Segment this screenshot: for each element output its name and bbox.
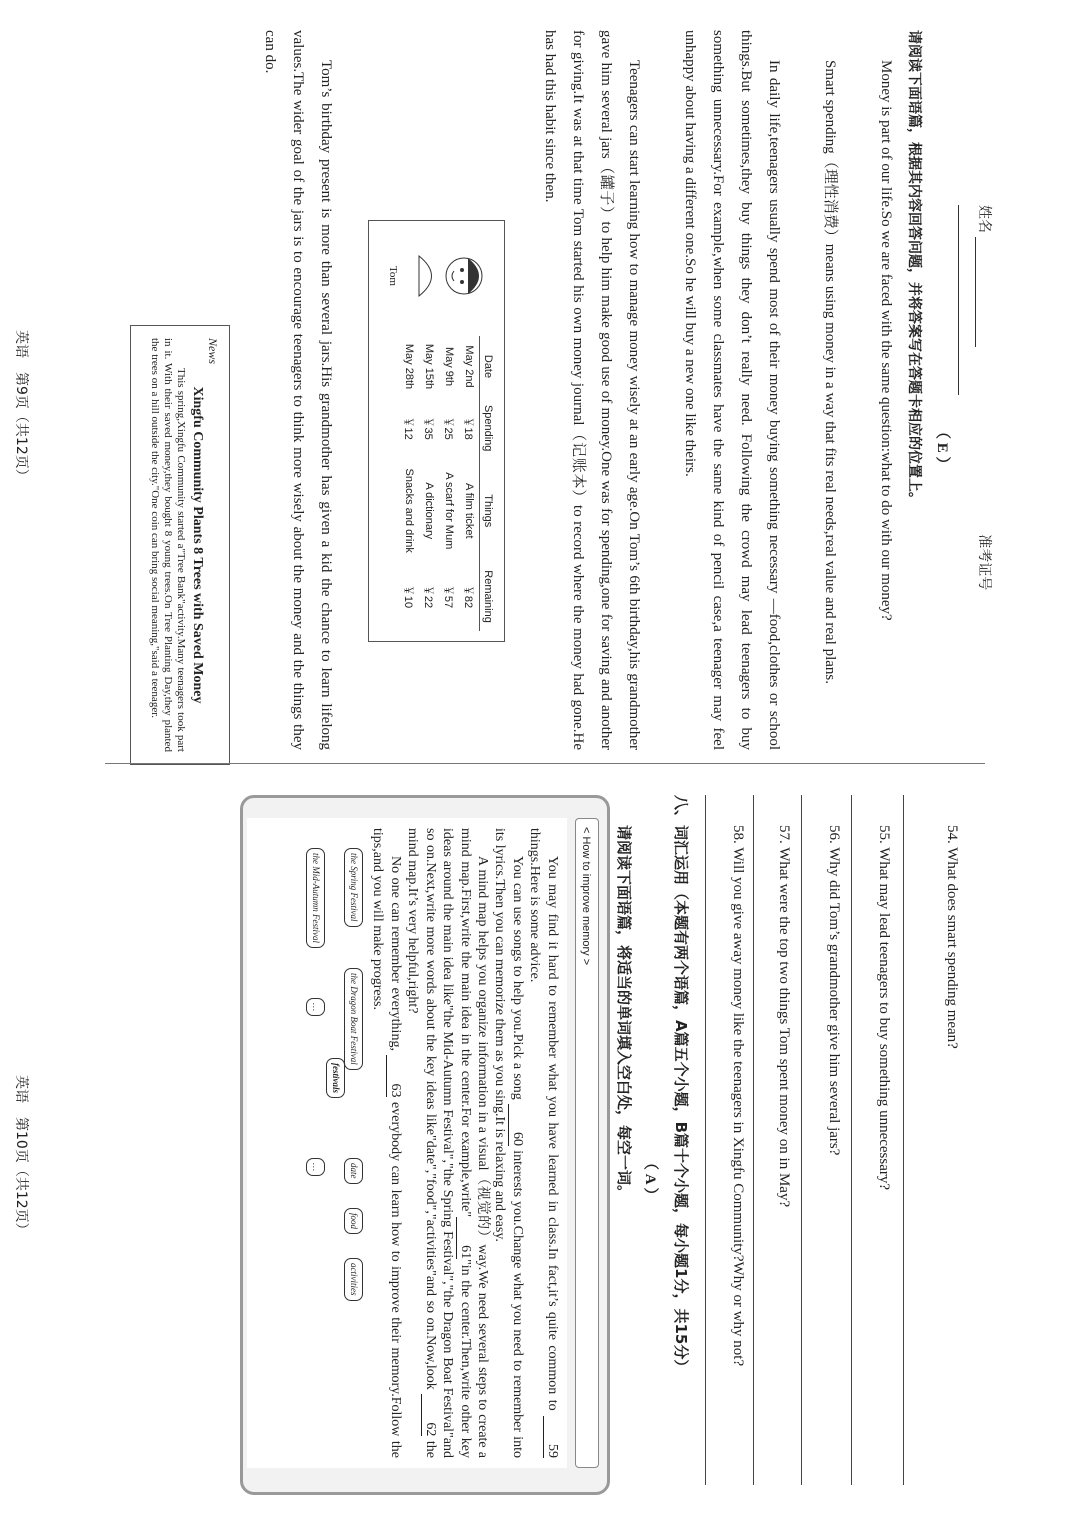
cell: ￥22 [422, 584, 434, 609]
cell: May 15th [423, 343, 435, 390]
text: "in the center.Then,write other key ideas around the main idea like"the Mid-Autumn Festival","the Spring Festival","the Dragon Boat Festival"and so on.Next,write more words about the key ideas like"date","food","activities"and so on.Now,look [423, 828, 473, 1458]
mind-map-node: date [344, 1158, 363, 1184]
cell: May 9th [443, 346, 455, 387]
paragraph-1: Money is part of our life.So we are faced with the same question:what to do with our money? [878, 60, 894, 621]
text: the mind map.It’s very helpful,right? [405, 828, 438, 1459]
table-row [439, 336, 459, 631]
blank-61[interactable]: 61 [456, 1217, 474, 1259]
header-date: Date [480, 336, 497, 397]
question-number: 54. [944, 825, 960, 844]
paragraph-4: Teenagers can start learning how to manage money wisely at an early age.On Tom’s 6th birthday,his grandmother gave him several jars（罐子）to help him make good use of money.One was for spending,one for saving and another for giving.It was at that time Tom started his own money journal（记账本）to record where the money had gone.He has had this habit since then. [542, 30, 642, 750]
article-para-4 [369, 828, 404, 1458]
cell: May 2nd [463, 345, 475, 388]
cell: ￥82 [462, 584, 474, 609]
paragraph-2: Smart spending（理性消费）means using money in a way that fits real needs,real value and real plans. [822, 60, 838, 685]
blank-63[interactable]: 63 [386, 1055, 404, 1097]
header-remaining: Remaining [480, 562, 497, 631]
answer-line[interactable] [851, 795, 852, 1485]
article-screen [247, 818, 567, 1468]
question-text: Will you give away money like the teenagers in Xingfu Community?Why or why not? [730, 847, 746, 1367]
question-58 [729, 825, 746, 1515]
answer-line[interactable] [801, 795, 802, 1485]
header-fields [958, 205, 995, 765]
cell: ￥25 [442, 416, 454, 440]
cell: ￥10 [402, 584, 414, 609]
text: interests you.Change what you need to remember into its lyrics.Then you can memorize them as you sing.It is relaxing and easy. [492, 828, 525, 1459]
question-number: 56. [826, 825, 842, 844]
blank-62[interactable]: 62 [421, 1394, 439, 1436]
section-e-title: （ E ） [934, 424, 950, 472]
question-text: What may lead teenagers to buy something unnecessary? [876, 847, 892, 1191]
text: everybody can learn how to improve their memory.Follow the tips,and you will make progress. [370, 828, 403, 1459]
cell: Snacks and drink [403, 468, 415, 553]
journal-table [399, 336, 496, 631]
mind-map-node: the Mid-Autumn Festival [306, 848, 325, 948]
mind-map-node: the Spring Festival [344, 848, 363, 927]
paragraph-5: Tom’s birthday present is more than several jars.His grandmother has given a kid the chance to learn lifelong values.The wider goal of the jars is to encourage teenagers to think more wisely about the money and the things they can do. [262, 30, 334, 750]
part-8-title: 八、词汇运用（本题有两个语篇，A篇五个小题，B篇十个小题，每小题1分，共15分） [672, 795, 690, 1375]
news-body: This spring,Xingfu Community started a"Tree Bank"activity.Many teenagers took part in it. With their saved money,they bought 8 young trees.On Tree Planting Day,they planted the trees on a hill outside the city."One coin can bring social meaning,"said a teenager. [149, 338, 187, 752]
mind-map-node: the Dragon Boat Festival [344, 968, 363, 1070]
table-row [419, 336, 439, 631]
answer-line[interactable] [753, 795, 754, 1485]
answer-line[interactable] [705, 795, 706, 1485]
table-header-row [480, 336, 497, 631]
cell: A dictionary [423, 482, 435, 540]
question-57 [775, 825, 792, 1207]
news-label: News [206, 338, 220, 365]
text: A mind map helps you organize information in a visual（视觉的）way.We need several steps to create a mind map.First,write the main idea in the center.For example,write" [458, 828, 490, 1458]
money-journal [368, 220, 505, 642]
cell: ￥57 [442, 584, 454, 609]
exam-number-line [958, 205, 959, 395]
question-56 [825, 825, 842, 1155]
answer-line[interactable] [903, 795, 904, 1485]
cell: ￥35 [422, 416, 434, 440]
name-label: 姓名 [976, 205, 992, 233]
part-a-instruction: 请阅读下面语篇，将适当的单词填入空白处，每空一词。 [615, 825, 633, 1201]
cell: ￥12 [402, 416, 414, 440]
name-line [975, 237, 976, 347]
question-text: What were the top two things Tom spent money on in May? [776, 847, 792, 1208]
news-box [130, 325, 230, 765]
page-divider [105, 763, 985, 764]
text: No one can remember everything, [388, 856, 403, 1051]
tom-illustration [387, 231, 494, 321]
paragraph-3: In daily life,teenagers usually spend most of their money buying something necessary —food,clothes or school things.But sometimes,they buy things they don’t really need. Following the crowd may lead teenagers to buy something unnecessary.For example,when some classmates have the same kind of pencil case,a teenager may feel unhappy about having a different one.So he will buy a new one like theirs. [682, 30, 782, 750]
page-9-footer: 英语 第9页（共12页） [13, 330, 29, 483]
article-para-3 [404, 828, 491, 1458]
exam-number-label: 准考证号 [976, 534, 992, 591]
article-para-2 [491, 828, 526, 1458]
mind-map-node: … [306, 998, 325, 1016]
mind-map [305, 828, 365, 1458]
mind-map-node: food [344, 1208, 363, 1234]
cell: ￥18 [462, 416, 474, 440]
question-number: 57. [776, 825, 792, 844]
header-things: Things [480, 459, 497, 562]
page-10 [0, 765, 1080, 1530]
question-number: 55. [876, 825, 892, 844]
blank-60[interactable]: 60 [508, 1104, 526, 1146]
mind-map-node: activities [344, 1258, 363, 1301]
text: You can use songs to help you.Pick a song [510, 856, 525, 1100]
phone-frame [240, 795, 610, 1495]
text: You may find it hard to remember what you have learned in class.In fact,it’s quite common to [545, 856, 560, 1411]
question-54 [943, 825, 960, 1049]
table-row [459, 336, 480, 631]
news-title: Xingfu Community Plants 8 Trees with Saved Money [190, 386, 205, 704]
boy-avatar-icon [404, 241, 494, 311]
mind-map-node: … [306, 1158, 325, 1176]
cell: A scarf for Mum [443, 472, 455, 550]
mind-map-center: festivals [326, 1058, 345, 1098]
question-text: Why did Tom’s grandmother give him several jars? [826, 847, 842, 1156]
question-55 [875, 825, 892, 1190]
article-para-1 [526, 828, 561, 1458]
question-text: What does smart spending mean? [944, 847, 960, 1049]
table-caption: Tom [387, 265, 399, 286]
cell: A film ticket [463, 482, 475, 539]
page-10-footer: 英语 第10页（共12页） [13, 1075, 29, 1237]
header-spending: Spending [480, 397, 497, 459]
table-row [399, 336, 419, 631]
text: things.Here is some advice. [527, 828, 542, 983]
browser-address-bar[interactable]: < How to improve memory > [575, 818, 599, 1468]
part-a-title: （ A ） [642, 1155, 658, 1203]
question-number: 58. [730, 825, 746, 844]
reading-instruction: 请阅读下面语篇，根据其内容回答问题，并将答案写在答题卡相应的位置上。 [906, 30, 922, 506]
cell: May 28th [403, 343, 415, 390]
blank-59[interactable]: 59 [543, 1416, 561, 1458]
